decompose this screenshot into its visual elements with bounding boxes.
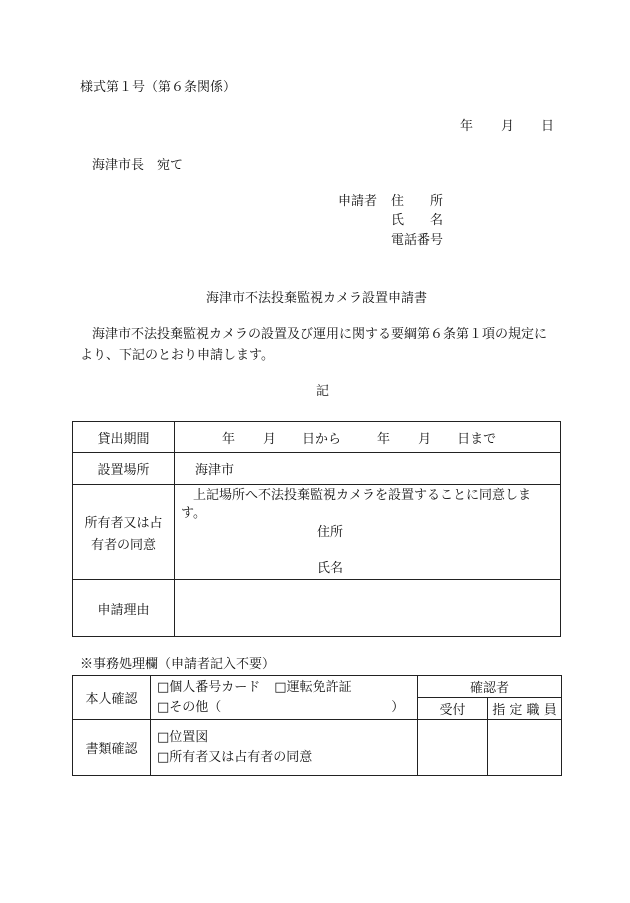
doc-option-map[interactable]: □位置図 xyxy=(157,729,209,745)
reception-header: 受付 xyxy=(418,698,488,720)
loan-period-label: 貸出期間 xyxy=(73,422,175,453)
loan-to-year: 年 xyxy=(377,431,391,447)
office-use-table xyxy=(72,675,562,776)
date-year-label: 年 xyxy=(460,119,474,134)
loan-to-month: 月 xyxy=(418,431,432,447)
loan-from-year: 年 xyxy=(222,431,236,447)
body-text-line2: より、下記のとおり申請します。 xyxy=(80,348,274,363)
location-label: 設置場所 xyxy=(73,453,175,485)
id-option-license[interactable]: □運転免許証 xyxy=(274,679,352,695)
id-option-other[interactable]: □その他（ xyxy=(157,699,222,715)
document-options xyxy=(151,720,418,776)
designated-staff-stamp-field[interactable] xyxy=(488,720,562,776)
addressee: 海津市長 宛て xyxy=(92,158,184,173)
identity-check-label: 本人確認 xyxy=(73,676,151,720)
ki-mark: 記 xyxy=(316,384,330,399)
id-option-other-close: ） xyxy=(391,699,405,715)
consent-address-label: 住所 xyxy=(317,525,344,540)
location-field[interactable] xyxy=(175,453,561,485)
document-title: 海津市不法投棄監視カメラ設置申請書 xyxy=(206,291,428,306)
loan-from-day: 日から xyxy=(302,431,342,447)
confirmer-header: 確認者 xyxy=(418,676,562,698)
date-month-label: 月 xyxy=(501,119,515,134)
body-text-line1: 海津市不法投棄監視カメラの設置及び運用に関する要綱第６条第１項の規定に xyxy=(92,327,548,342)
consent-text-line1: 上記場所へ不法投棄監視カメラを設置することに同意しま xyxy=(193,488,532,503)
reason-label: 申請理由 xyxy=(73,580,175,637)
date-day-label: 日 xyxy=(541,119,555,134)
consent-name-label: 氏名 xyxy=(317,561,344,576)
consent-label xyxy=(73,485,175,580)
consent-text-line2: す。 xyxy=(181,506,206,521)
reason-field[interactable] xyxy=(175,580,561,637)
reception-stamp-field[interactable] xyxy=(418,720,488,776)
loan-from-month: 月 xyxy=(263,431,277,447)
application-table xyxy=(72,421,561,637)
consent-label-line2: 有者の同意 xyxy=(90,537,156,553)
identity-options xyxy=(151,676,418,720)
applicant-label: 申請者 xyxy=(338,194,378,209)
applicant-phone-label: 電話番号 xyxy=(391,233,444,248)
office-use-heading: ※事務処理欄（申請者記入不要） xyxy=(80,657,276,672)
location-value: 海津市 xyxy=(195,463,235,478)
form-number: 様式第１号（第６条関係） xyxy=(80,80,237,95)
applicant-address-label: 住 所 xyxy=(391,194,444,209)
consent-label-line1: 所有者又は占 xyxy=(84,515,163,531)
document-check-label: 書類確認 xyxy=(73,720,151,776)
consent-field[interactable] xyxy=(175,485,561,580)
applicant-name-label: 氏 名 xyxy=(391,213,444,228)
doc-option-consent[interactable]: □所有者又は占有者の同意 xyxy=(157,749,313,765)
loan-to-day: 日まで xyxy=(457,431,497,447)
id-option-mynumber[interactable]: □個人番号カード xyxy=(157,679,261,695)
designated-staff-header: 指 定 職 員 xyxy=(488,698,562,720)
loan-period-field[interactable] xyxy=(175,422,561,453)
